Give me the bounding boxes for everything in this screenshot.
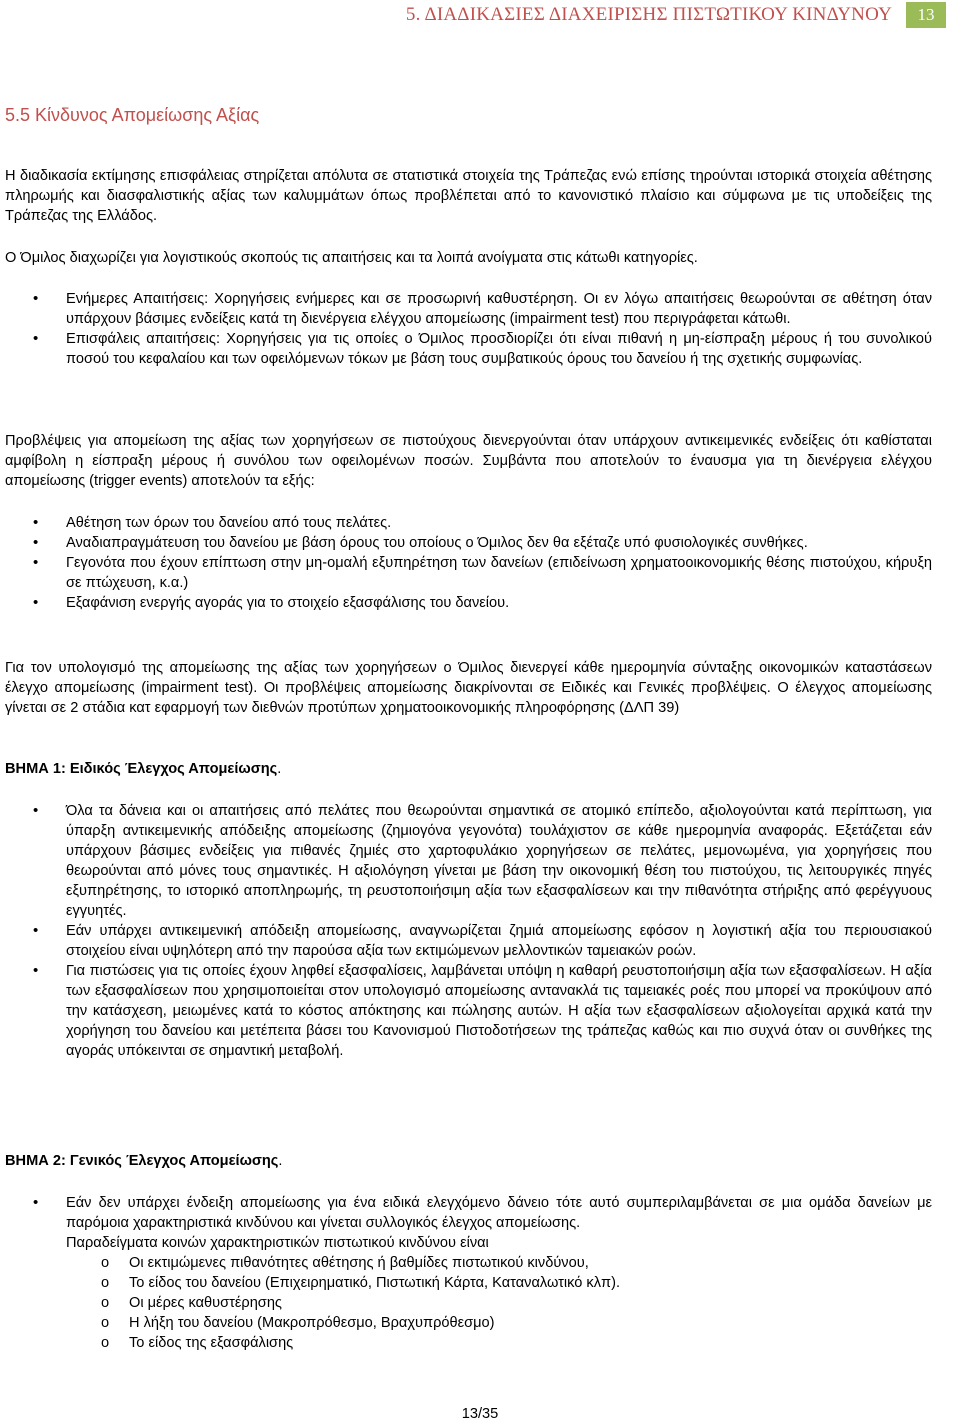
paragraph-impairment-test: Για τον υπολογισμό της απομείωσης της αξίας των χορηγήσεων ο Όμιλος διενεργεί κάθε ημερομηνία σύνταξης οικονομικών καταστάσεων έλεγχο απομείωσης (impairment test). Οι προβλέψεις απομείωσης διακρίνονται σε Ειδικές και Γενικές προβλέψεις. Ο έλεγχος απομείωσης γίνεται σε 2 στάδια κατ εφαρμογή των διεθνών προτύπων χρηματοοικονομικής πληροφόρησης (ΔΛΠ 39) xyxy=(5,660,932,716)
step2-dot: . xyxy=(278,1153,283,1169)
sublist-item: o Οι εκτιμώμενες πιθανότητες αθέτησης ή βαθμίδες πιστωτικού κινδύνου, xyxy=(5,1253,932,1273)
list-item: • Γεγονότα που έχουν επίπτωση στην μη-ομαλή εξυπηρέτηση των δανείων (επιδείνωση χρηματοοικονομικής θέσης πιστούχου, κήρυξη σε πτώχευση, κ.α.) xyxy=(5,553,932,593)
list-item: • Εάν υπάρχει αντικειμενική απόδειξη απομείωσης, αναγνωρίζεται ζημιά απομείωσης εφόσον η λογιστική αξία του περιουσιακού στοιχείου είναι υψηλότερη από την παρούσα αξία των εκτιμώμενων μελλοντικών ταμειακών ροών. xyxy=(5,921,932,961)
list-item: • Επισφάλεις απαιτήσεις: Χορηγήσεις για τις οποίες ο Όμιλος προσδιορίζει ότι είναι πιθανή η μη-είσπραξη μέρους ή του συνολικού ποσού του κεφαλαίου και των οφειλόμενων τόκων με βάση τους συμβατικούς όρους του δανείου ή της σχετικής συμφωνίας. xyxy=(5,329,932,369)
sublist-item: o Οι μέρες καθυστέρησης xyxy=(5,1293,932,1313)
list-item-intro: Παραδείγματα κοινών χαρακτηριστικών πιστωτικού κινδύνου είναι xyxy=(66,1235,489,1251)
step1-dot: . xyxy=(277,761,282,777)
sublist-item: o Το είδος της εξασφάλισης xyxy=(5,1333,932,1353)
paragraph-intro: Η διαδικασία εκτίμησης επισφάλειας στηρίζεται απόλυτα σε στατιστικά στοιχεία της Τράπεζας ενώ επίσης τηρούνται ιστορικά στοιχεία αθέτησης πληρωμής και διασφαλιστικής αξίας των καλυμμάτων όπως προβλέπεται από το κανονιστικό πλαίσιο και σύμφωνα με τις υποδείξεις της Τράπεζας της Ελλάδος. xyxy=(5,168,932,224)
list-item: • Εξαφάνιση ενεργής αγοράς για το στοιχείο εξασφάλισης του δανείου. xyxy=(5,593,932,613)
list-item: • Για πιστώσεις για τις οποίες έχουν ληφθεί εξασφαλίσεις, λαμβάνεται υπόψη η καθαρή ρευστοποιήσιμη αξία των εξασφαλίσεων. Η αξία των εξασφαλίσεων που χρησιμοποιείται στον υπολογισμό απομείωσης αντανακλά τις ταμειακές ροές που μπορεί να προκύψουν από την κατάσχεση, μειωμένες κατά το κόστος απόκτησης και πώλησης αυτών. Η αξία των εξασφαλίσεων αξιολογείται αρχικά κατά την χορήγηση του δανείου και μετέπειτα βάσει του Κανονισμού Πιστοδοτήσεων της τράπεζας καθώς και πιο συχνά όταν οι συνθήκες της αγοράς υπόκεινται σε σημαντική μεταβολή. xyxy=(5,961,932,1061)
section-heading: 5.5 Κίνδυνος Απομείωσης Αξίας xyxy=(5,105,260,125)
list-item: • Όλα τα δάνεια και οι απαιτήσεις από πελάτες που θεωρούνται σημαντικά σε ατομικό επίπεδο, αξιολογούνται κατά περίπτωση, για ύπαρξη αντικειμενικής απόδειξης απομείωσης (ζημιογόνα γεγονότα) τουλάχιστον σε κάθε ημερομηνία αναφοράς. Εξετάζεται εάν υπάρχουν βάσιμες ενδείξεις για πιθανές ζημιές στο χαρτοφυλάκιο χορηγήσεων σε πελάτες, μεμονωμένα, για χορηγήσεις που θεωρούνται από μόνες τους σημαντικές. Η αξιολόγηση γίνεται με βάση την οικονομική θέση του πιστούχου, τις λειτουργικές πηγές εξυπηρέτησης, το ιστορικό αποπληρωμής, τη ρευστοποιήσιμη αξία των εξασφαλίσεων και την πιθανότητα στήριξης από φερέγγυους εγγυητές. xyxy=(5,801,932,921)
header-chapter-title: 5. ΔΙΑΔΙΚΑΣΙΕΣ ΔΙΑΧΕΙΡΙΣΗΣ ΠΙΣΤΩΤΙΚΟΥ ΚΙΝΔΥΝΟΥ xyxy=(405,4,892,25)
list-item: • Αναδιαπραγμάτευση του δανείου με βάση όρους του οποίους ο Όμιλος δεν θα εξέταζε υπό φυσιολογικές συνθήκες. xyxy=(5,533,932,553)
step2-title: ΒΗΜΑ 2: Γενικός Έλεγχος Απομείωσης xyxy=(5,1153,279,1169)
risk-characteristics-sublist xyxy=(5,1253,932,1353)
list-item: • Ενήμερες Απαιτήσεις: Χορηγήσεις ενήμερες και σε προσωρινή καθυστέρηση. Οι εν λόγω απαιτήσεις θεωρούνται σε αθέτηση όταν υπάρχουν βάσιμες ενδείξεις κατά τη διενέργεια ελέγχου απομείωσης (impairment test) που περιγράφεται κάτωθι. xyxy=(5,289,932,329)
header-page-number: 13 xyxy=(906,2,946,28)
step1-heading xyxy=(5,759,932,779)
general-test-list xyxy=(5,1193,932,1253)
sublist-item: o Η λήξη του δανείου (Μακροπρόθεσμο, Βραχυπρόθεσμο) xyxy=(5,1313,932,1333)
step1-title: ΒΗΜΑ 1: Ειδικός Έλεγχος Απομείωσης xyxy=(5,761,278,777)
categories-list xyxy=(5,289,932,369)
step2-heading xyxy=(5,1151,932,1171)
paragraph-provisions: Προβλέψεις για απομείωση της αξίας των χορηγήσεων σε πιστούχους διενεργούνται όταν υπάρχουν αντικειμενικές ενδείξεις ότι καθίσταται αμφίβολη η είσπραξη μέρους ή συνόλου των οφειλομένων ποσών. Συμβάντα που αποτελούν το έναυσμα για τη διενέργεια ελέγχου απομείωσης (trigger events) αποτελούν τα εξής: xyxy=(5,433,932,489)
running-header xyxy=(406,2,946,28)
sublist-item: o Το είδος του δανείου (Επιχειρηματικό, Πιστωτική Κάρτα, Καταναλωτικό κλπ). xyxy=(5,1273,932,1293)
list-item xyxy=(5,1193,932,1253)
paragraph-categories: Ο Όμιλος διαχωρίζει για λογιστικούς σκοπούς τις απαιτήσεις και τα λοιπά ανοίγματα στις κάτωθι κατηγορίες. xyxy=(5,250,698,266)
list-item-text: • Εάν δεν υπάρχει ένδειξη απομείωσης για ένα ειδικά ελεγχόμενο δάνειο τότε αυτό συμπεριλαμβάνεται σε μια ομάδα δανείων με παρόμοια χαρακτηριστικά κινδύνου και γίνεται συλλογικός έλεγχος απομείωσης. xyxy=(66,1195,932,1231)
list-item: • Αθέτηση των όρων του δανείου από τους πελάτες. xyxy=(5,513,932,533)
specific-test-list xyxy=(5,801,932,1061)
trigger-events-list xyxy=(5,513,932,613)
page-footer-number: 13/35 xyxy=(461,1406,499,1422)
